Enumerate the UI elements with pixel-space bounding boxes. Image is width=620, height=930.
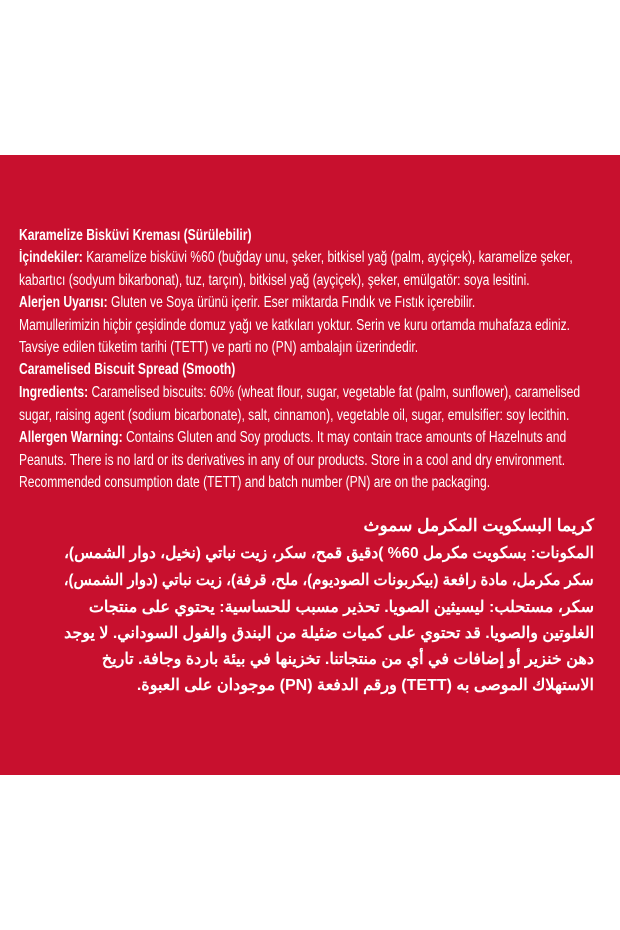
ingredients-text: Caramelised biscuits: 60% (wheat flour, sugar, vegetable fat (palm, sunflower), caramelised: [88, 384, 581, 401]
arabic-line: المكونات: بسكويت مكرمل 60% )دقيق قمح، سكر، زيت نباتي (نخيل، دوار الشمس)،: [64, 545, 594, 562]
allergen-label: Allergen Warning:: [19, 429, 123, 446]
turkish-title: Karamelize Bisküvi Kreması (Sürülebilir): [19, 227, 252, 244]
ingredients-label: Ingredients:: [19, 384, 89, 401]
allergen-text: Contains Gluten and Soy products. It may contain trace amounts of Hazelnuts and: [122, 429, 567, 446]
english-ingredients-line: [19, 383, 580, 403]
ingredients-text: Karamelize bisküvi %60 (buğday unu, şeker, bitkisel yağ (palm, ayçiçek), karamelize şeker,: [82, 249, 573, 266]
ingredients-label: İçindekiler:: [19, 249, 83, 266]
arabic-line: الغلوتين والصويا. قد تحتوي على كميات ضئيلة من البندق والفول السوداني. لا يوجد: [64, 625, 594, 642]
turkish-storage-line: Mamullerimizin hiçbir çeşidinde domuz yağı ve katkıları yoktur. Serin ve kuru ortamda muhafaza ediniz.: [19, 317, 571, 334]
english-allergen-line: [19, 428, 566, 448]
arabic-line: سكر، مستحلب: ليسيثين الصويا. تحذير مسبب للحساسية: يحتوي على منتجات: [88, 599, 594, 616]
turkish-ingredients-line-2: kabartıcı (sodyum bikarbonat), tuz, tarçın), bitkisel yağ (ayçiçek), şeker, emülgatör: soya lesitini.: [19, 272, 530, 289]
allergen-text: Gluten ve Soya ürünü içerir. Eser miktarda Fındık ve Fıstık içerebilir.: [107, 294, 476, 311]
turkish-date-line: Tavsiye edilen tüketim tarihi (TETT) ve parti no (PN) ambalajın üzerindedir.: [19, 339, 419, 356]
arabic-line: الاستهلاك الموصى به (TETT) ورقم الدفعة (PN) موجودان على العبوة.: [136, 677, 594, 694]
english-ingredients-line-2: sugar, raising agent (sodium bicarbonate), salt, cinnamon), vegetable oil, sugar, emulsifier: soy lecithin.: [19, 407, 570, 424]
arabic-line: دهن خنزير أو إضافات في أي من منتجاتنا. تخزينها في بيئة باردة وجافة. تاريخ: [101, 651, 594, 668]
english-storage-line: Peanuts. There is no lard or its derivatives in any of our products. Store in a cool and dry environment.: [19, 452, 566, 469]
allergen-label: Alerjen Uyarısı:: [19, 294, 108, 311]
english-date-line: Recommended consumption date (TETT) and batch number (PN) are on the packaging.: [19, 474, 491, 491]
turkish-allergen-line: [19, 293, 475, 313]
english-title: Caramelised Biscuit Spread (Smooth): [19, 361, 236, 378]
arabic-title: كريما البسكويت المكرمل سموث: [363, 516, 594, 535]
turkish-ingredients-line: [19, 248, 573, 268]
arabic-line: سكر مكرمل، مادة رافعة (بيكربونات الصوديوم)، ملح، قرفة)، زيت نباتي (دوار الشمس)،: [64, 572, 594, 589]
